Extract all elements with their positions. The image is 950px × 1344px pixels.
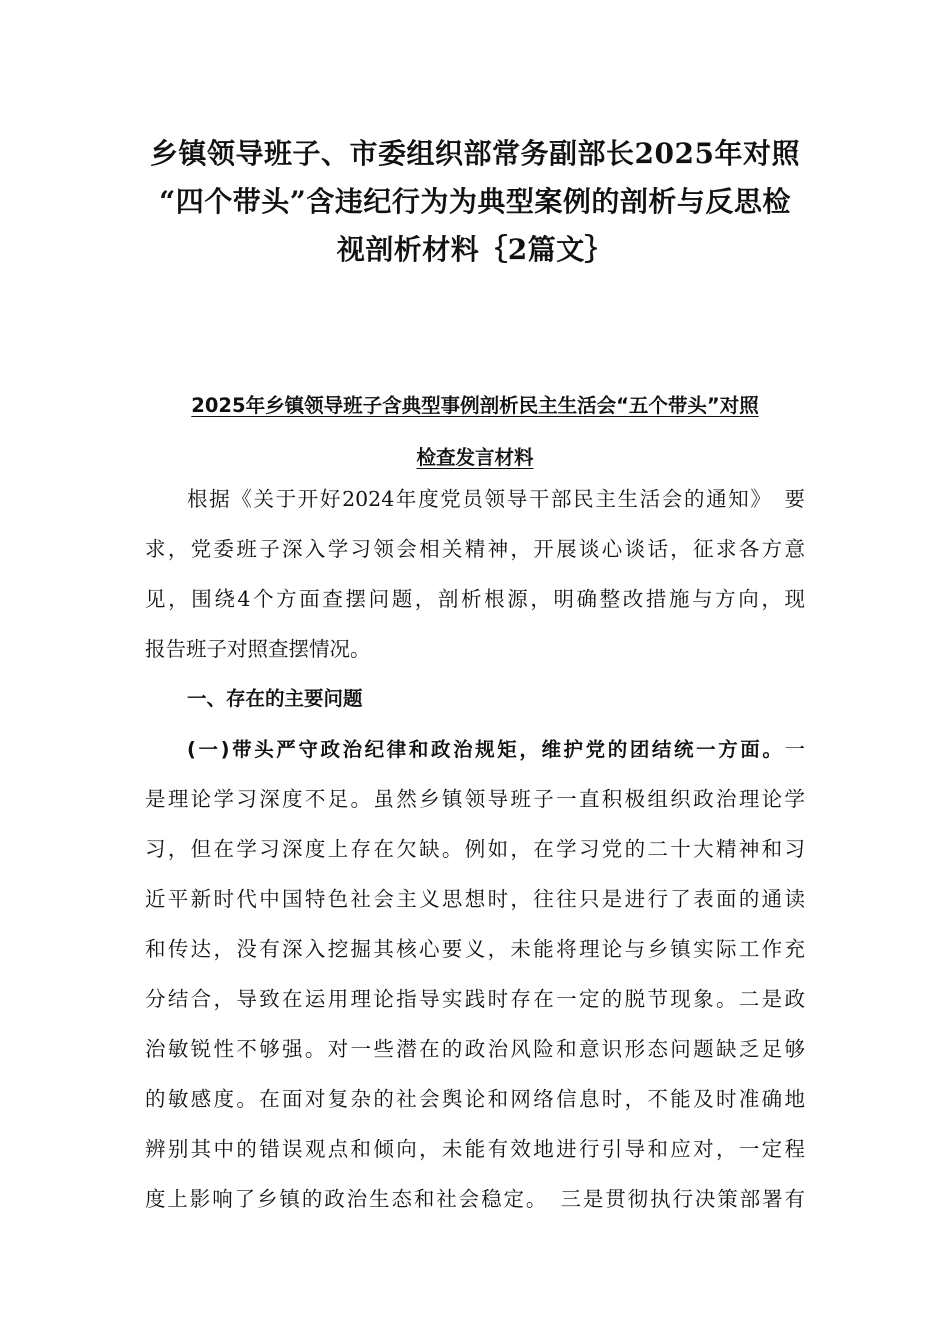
section-title-line: 2025年乡镇领导班子含典型事例剖析民主生活会“五个带头”对照 xyxy=(191,394,759,417)
heading-level-1: 一、存在的主要问题 xyxy=(187,687,363,710)
heading-level-2-line xyxy=(145,724,805,774)
body-line: 习，但在学习深度上存在欠缺。例如，在学习党的二十大精神和习 xyxy=(145,837,805,861)
intro-line: 求，党委班子深入学习领会相关精神，开展谈心谈话，征求各方意 xyxy=(145,537,805,561)
title-line: “四个带头”含违纪行为为典型案例的剖析与反思检 xyxy=(159,185,791,218)
body-line: 和传达，没有深入挖掘其核心要义，未能将理论与乡镇实际工作充 xyxy=(145,937,805,961)
body-line: 治敏锐性不够强。对一些潜在的政治风险和意识形态问题缺乏足够 xyxy=(145,1037,805,1061)
document-body xyxy=(145,474,805,1224)
body-line: 辨别其中的错误观点和倾向，未能有效地进行引导和应对，一定程 xyxy=(145,1137,805,1161)
body-line: 度上影响了乡镇的政治生态和社会稳定。 三是贯彻执行决策部署有 xyxy=(145,1187,805,1211)
body-line: 分结合，导致在运用理论指导实践时存在一定的脱节现象。二是政 xyxy=(145,987,805,1011)
intro-line: 见，围绕4个方面查摆问题，剖析根源，明确整改措施与方向，现 xyxy=(145,587,805,611)
heading-level-2-continuation: 一 xyxy=(784,737,805,761)
intro-line: 根据《关于开好2024年度党员领导干部民主生活会的通知》 要 xyxy=(187,487,805,511)
intro-line: 报告班子对照查摆情况。 xyxy=(145,637,371,661)
section-title-line: 检查发言材料 xyxy=(416,446,534,469)
heading-level-2: (一)带头严守政治纪律和政治规矩，维护党的团结统一方面。 xyxy=(187,738,785,761)
title-line: 视剖析材料｛2篇文｝ xyxy=(336,233,614,266)
body-line: 近平新时代中国特色社会主义思想时，往往只是进行了表面的通读 xyxy=(145,887,805,911)
body-line: 的敏感度。在面对复杂的社会舆论和网络信息时，不能及时准确地 xyxy=(145,1087,805,1111)
body-line: 是理论学习深度不足。虽然乡镇领导班子一直积极组织政治理论学 xyxy=(145,787,805,811)
document-title xyxy=(130,130,820,274)
title-line: 乡镇领导班子、市委组织部常务副部长2025年对照 xyxy=(150,137,800,170)
section-title xyxy=(130,380,820,484)
